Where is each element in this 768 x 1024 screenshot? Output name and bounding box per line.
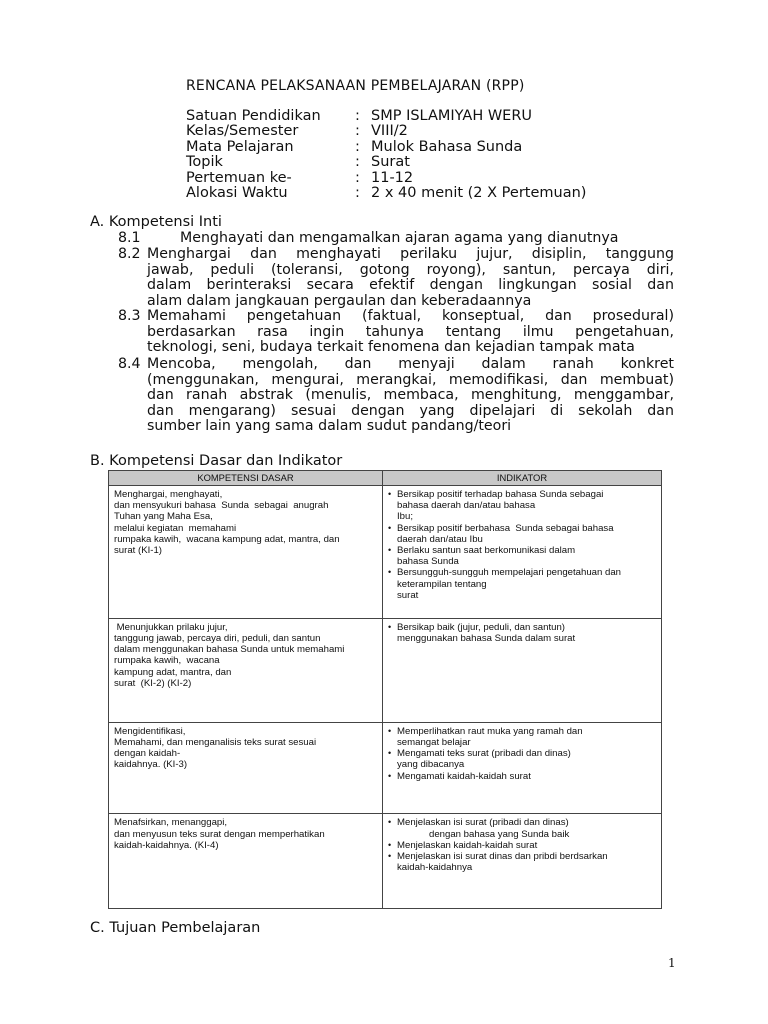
identity-value: SMP ISLAMIYAH WERU (371, 108, 533, 124)
ki-text-line: Menghayati dan mengamalkan ajaran agama yang dianutnya (180, 230, 619, 246)
identity-value: Surat (371, 154, 410, 171)
ki-text-line: berdasarkan rasa ingin tahunya tentang ilmu pengetahuan, (147, 323, 674, 340)
kd-text: Menafsirkan, menanggapi, dan menyusun teks surat dengan memperhatikan kaidah-kaidahnya. (KI-4) (114, 817, 325, 851)
identity-value: 2 x 40 menit (2 X Pertemuan) (371, 184, 587, 201)
identity-label: Kelas/Semester (186, 123, 299, 140)
indicator-item: • Memperlihatkan raut muka yang ramah dan semangat belajar (388, 726, 661, 748)
ki-number: 8.2 (118, 246, 141, 262)
identity-colon: : (355, 154, 360, 171)
ki-text-line: sumber lain yang sama dalam sudut pandang/teori (147, 418, 512, 435)
indicator-item: • Bersikap baik (jujur, peduli, dan santun) menggunakan bahasa Sunda dalam surat (388, 622, 661, 644)
indicator-item: • Bersungguh-sungguh mempelajari pengetahuan dan keterampilan tentang surat (388, 567, 661, 601)
ki-number: 8.3 (118, 308, 141, 324)
indicator-item: • Mengamati kaidah-kaidah surat (388, 771, 661, 782)
ki-number: 8.4 (118, 356, 141, 372)
identity-row (186, 171, 586, 186)
indicator-list (383, 486, 661, 601)
indicator-item: • Menjelaskan isi surat (pribadi dan dinas) dengan bahasa yang Sunda baik (388, 817, 661, 839)
identity-colon: : (355, 123, 360, 140)
section-c-heading: C. Tujuan Pembelajaran (90, 920, 261, 936)
ki-text-line: (menggunakan, mengurai, merangkai, memodifikasi, dan membuat) (147, 371, 674, 388)
section-a-heading: A. Kompetensi Inti (90, 214, 222, 230)
indicator-header: INDIKATOR (383, 471, 662, 486)
identity-row (186, 140, 586, 155)
identity-label: Satuan Pendidikan (186, 108, 321, 124)
identity-row (186, 155, 586, 170)
ki-item (118, 247, 674, 309)
ki-text-line: Memahami pengetahuan (faktual, konseptual, dan prosedural) (147, 308, 674, 324)
indicator-item: • Berlaku santun saat berkomunikasi dalam bahasa Sunda (388, 545, 661, 567)
identity-label: Alokasi Waktu (186, 184, 288, 201)
indicator-item: • Menjelaskan isi surat dinas dan pribdi berdsarkan kaidah-kaidahnya (388, 851, 661, 873)
indicator-item: • Bersikap positif berbahasa Sunda sebagai bahasa daerah dan/atau Ibu (388, 523, 661, 545)
indicator-list (383, 723, 661, 782)
identity-label: Mata Pelajaran (186, 138, 294, 155)
kd-cell (109, 814, 383, 909)
indicator-list (383, 814, 661, 873)
identity-value: 11-12 (371, 169, 414, 186)
kd-text: Mengidentifikasi, Memahami, dan menganalisis teks surat sesuai dengan kaidah- kaidahnya. (KI-3) (114, 725, 317, 771)
identity-block (186, 109, 586, 201)
ki-text-line: jawab, peduli (toleransi, gotong royong), santun, percaya diri, (147, 261, 674, 278)
kd-text: Menunjukkan prilaku jujur, tanggung jawab, percaya diri, peduli, dan santun dalam menggunakan bahasa Sunda untuk memahami rumpaka kawih, wacana kampung adat, mantra, dan surat (KI-2) (KI-2) (114, 621, 345, 689)
table-row (109, 618, 662, 722)
indicator-cell (383, 486, 662, 619)
page-number: 1 (668, 956, 676, 970)
identity-colon: : (355, 108, 360, 124)
section-b-heading: B. Kompetensi Dasar dan Indikator (90, 453, 343, 469)
indicator-item: • Bersikap positif terhadap bahasa Sunda sebagai bahasa daerah dan/atau bahasa Ibu; (388, 489, 661, 523)
ki-item (118, 357, 674, 435)
ki-item (118, 231, 736, 247)
identity-row (186, 186, 586, 201)
ki-number: 8.1 (118, 230, 141, 246)
ki-item (118, 309, 674, 356)
ki-text-line: Menghargai dan menghayati perilaku jujur, disiplin, tanggung (147, 246, 674, 262)
kd-indicator-table (108, 470, 662, 909)
ki-text-line: dan mengarang) sesuai dengan yang dipelajari di sekolah dan (147, 402, 674, 419)
identity-colon: : (355, 138, 360, 155)
identity-label: Pertemuan ke- (186, 169, 292, 186)
page-title: RENCANA PELAKSANAAN PEMBELAJARAN (RPP) (186, 78, 525, 94)
indicator-item: • Menjelaskan kaidah-kaidah surat (388, 840, 661, 851)
kd-header: KOMPETENSI DASAR (109, 471, 383, 486)
identity-colon: : (355, 169, 360, 186)
identity-value: VIII/2 (371, 123, 408, 140)
ki-text-line: dalam berinteraksi secara efektif dengan lingkungan sosial dan (147, 277, 674, 294)
kd-cell (109, 486, 383, 619)
indicator-cell (383, 618, 662, 722)
ki-text-line: dan ranah abstrak (menulis, membaca, menghitung, menggambar, (147, 387, 674, 404)
kd-text: Menghargai, menghayati, dan mensyukuri bahasa Sunda sebagai anugrah Tuhan yang Maha Esa, melalui kegiatan memahami rumpaka kawih, wacana kampung adat, mantra, dan surat (KI-1) (114, 489, 340, 557)
indicator-item: • Mengamati teks surat (pribadi dan dinas) yang dibacanya (388, 748, 661, 770)
table-row (109, 486, 662, 619)
identity-colon: : (355, 184, 360, 201)
identity-value: Mulok Bahasa Sunda (371, 138, 523, 155)
identity-label: Topik (186, 154, 223, 171)
identity-row (186, 124, 586, 139)
table-row (109, 722, 662, 814)
kd-cell (109, 618, 383, 722)
ki-text-line: teknologi, seni, budaya terkait fenomena dan kejadian tampak mata (147, 339, 635, 356)
indicator-list (383, 619, 661, 644)
indicator-cell (383, 722, 662, 814)
identity-row (186, 109, 586, 124)
indicator-cell (383, 814, 662, 909)
ki-text-line: Mencoba, mengolah, dan menyaji dalam ranah konkret (147, 356, 674, 372)
table-row (109, 814, 662, 909)
ki-text-line: alam dalam jangkauan pergaulan dan keberadaannya (147, 292, 532, 309)
kd-cell (109, 722, 383, 814)
